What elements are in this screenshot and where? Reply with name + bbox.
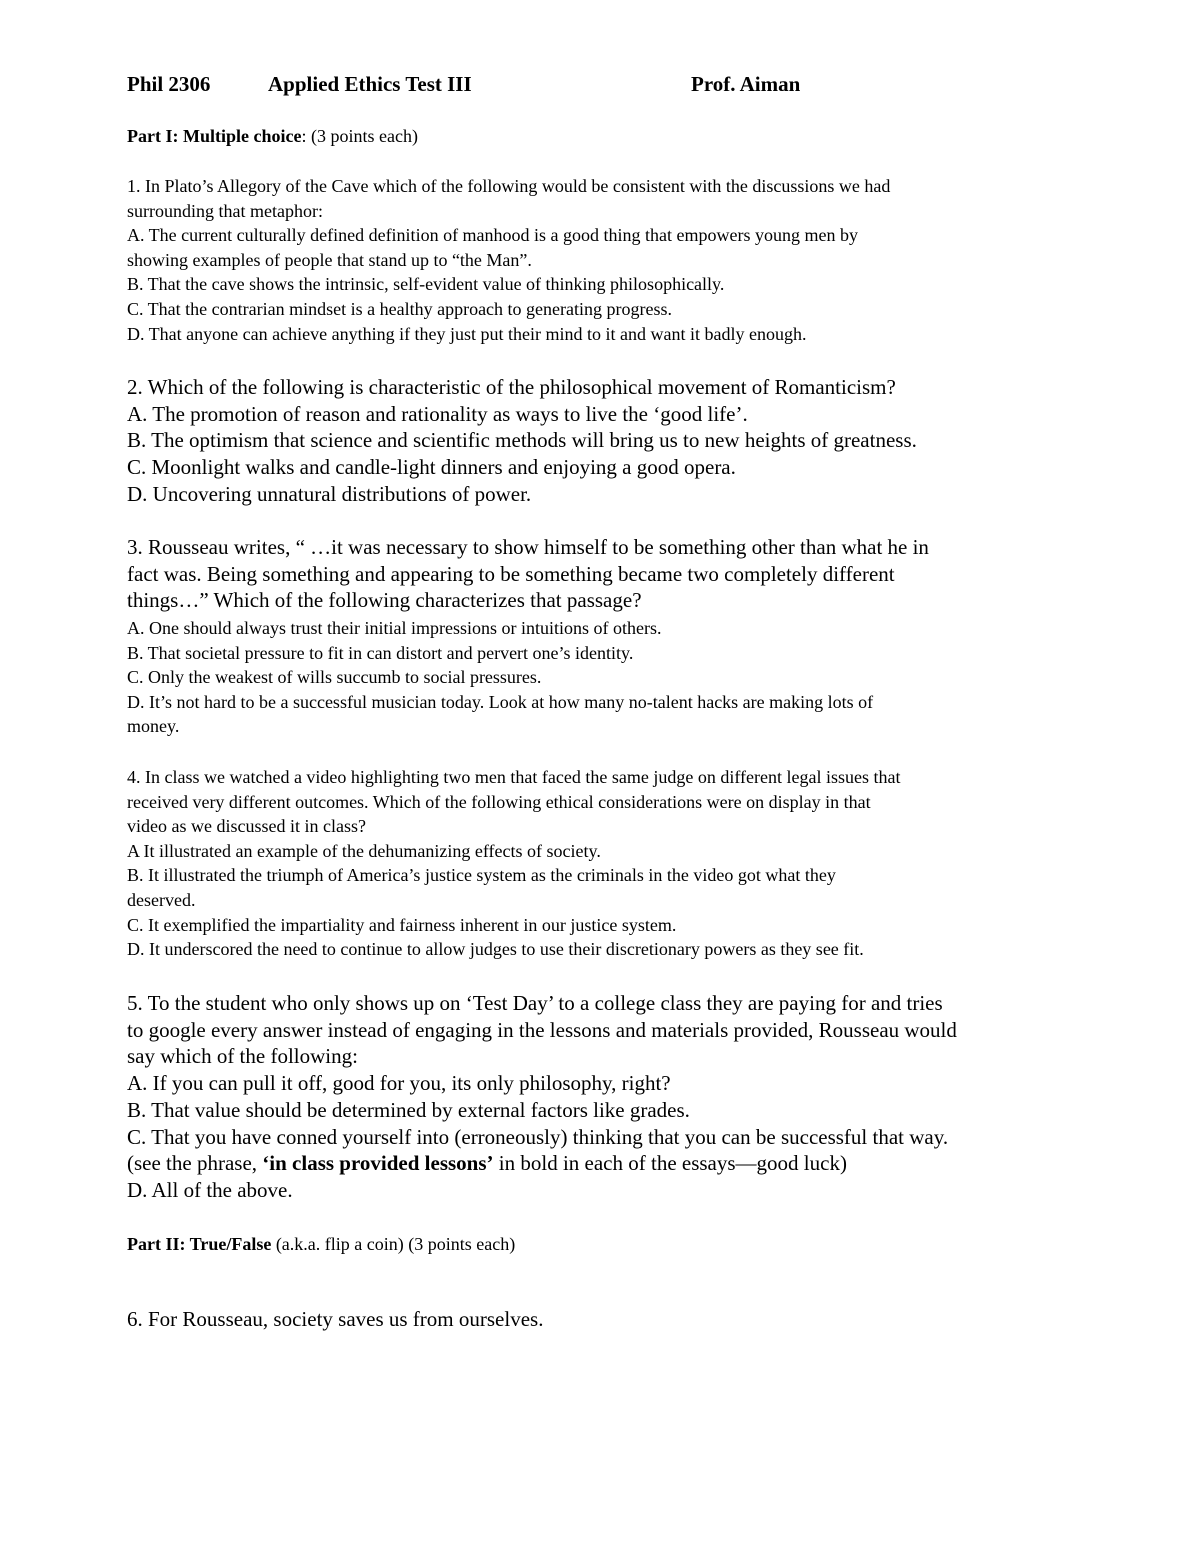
- q5-note-pre: (see the phrase,: [127, 1151, 263, 1176]
- q3-option-b: B. That societal pressure to fit in can distort and pervert one’s identity.: [127, 642, 634, 663]
- part2-heading: [127, 1232, 1067, 1257]
- q1-option-d: D. That anyone can achieve anything if they just put their mind to it and want it badly enough.: [127, 323, 807, 344]
- q5-note-post: in bold in each of the essays—good luck): [493, 1151, 847, 1176]
- q3-option-a: A. One should always trust their initial impressions or intuitions of others.: [127, 618, 662, 638]
- q5-stem-line: to google every answer instead of engaging in the lessons and materials provided, Rousseau would: [127, 1017, 957, 1042]
- q3-stem-line: 3. Rousseau writes, “ …it was necessary to show himself to be something other than what he in: [127, 535, 929, 559]
- q5-stem-line: 5. To the student who only shows up on ‘Test Day’ to a college class they are paying for and tries: [127, 991, 943, 1015]
- q2-option-b: B. The optimism that science and scientific methods will bring us to new heights of greatness.: [127, 428, 917, 453]
- q6-statement: 6. For Rousseau, society saves us from ourselves.: [127, 1307, 544, 1331]
- professor-name: Prof. Aiman: [691, 72, 801, 96]
- part1-points: : (3 points each): [301, 126, 418, 146]
- part1-heading: [127, 124, 1067, 149]
- q4-option-b-cont: deserved.: [127, 889, 196, 910]
- part1-label: Part I: Multiple choice: [127, 126, 302, 146]
- q3-option-c: C. Only the weakest of wills succumb to social pressures.: [127, 667, 542, 688]
- question-5: [127, 990, 1067, 1204]
- q5-option-a: A. If you can pull it off, good for you, its only philosophy, right?: [127, 1071, 671, 1096]
- q5-stem-line: say which of the following:: [127, 1044, 358, 1069]
- q2-option-c: C. Moonlight walks and candle-light dinners and enjoying a good opera.: [127, 455, 736, 480]
- q4-option-a: A It illustrated an example of the dehumanizing effects of society.: [127, 840, 601, 861]
- course-code: Phil 2306: [127, 72, 211, 96]
- q5-note-bold: ‘in class provided lessons’: [262, 1151, 494, 1176]
- q3-stem-line: things…” Which of the following characterizes that passage?: [127, 588, 642, 613]
- q3-stem-line: fact was. Being something and appearing to be something became two completely different: [127, 561, 895, 586]
- q1-option-a-cont: showing examples of people that stand up to “the Man”.: [127, 249, 532, 270]
- q1-option-a: A. The current culturally defined definition of manhood is a good thing that empowers young men by: [127, 225, 859, 246]
- part2-points: (a.k.a. flip a coin) (3 points each): [271, 1234, 516, 1254]
- q4-option-b: B. It illustrated the triumph of America’s justice system as the criminals in the video got what they: [127, 865, 836, 886]
- part2-label: Part II: True/False: [127, 1234, 272, 1254]
- exam-header: [127, 72, 1067, 102]
- exam-title: Applied Ethics Test III: [268, 72, 472, 96]
- q3-option-d-cont: money.: [127, 716, 180, 737]
- question-1: [127, 174, 1067, 346]
- question-4: [127, 765, 1067, 962]
- q5-note: [127, 1150, 1067, 1177]
- question-6: [127, 1306, 1067, 1333]
- q1-stem-line: surrounding that metaphor:: [127, 200, 323, 221]
- q4-stem-line: video as we discussed it in class?: [127, 816, 366, 837]
- q1-option-b: B. That the cave shows the intrinsic, self-evident value of thinking philosophically.: [127, 274, 725, 295]
- q4-stem-line: received very different outcomes. Which of the following ethical considerations were on display in that: [127, 791, 871, 812]
- q4-option-d: D. It underscored the need to continue to allow judges to use their discretionary powers as they see fit.: [127, 939, 864, 960]
- question-3-options: [127, 616, 1067, 739]
- q2-option-d: D. Uncovering unnatural distributions of power.: [127, 481, 532, 506]
- q5-option-b: B. That value should be determined by external factors like grades.: [127, 1097, 690, 1122]
- q5-option-c: C. That you have conned yourself into (erroneously) thinking that you can be successful that way.: [127, 1124, 949, 1149]
- q2-stem-line: 2. Which of the following is characteristic of the philosophical movement of Romanticism?: [127, 375, 896, 399]
- q3-option-d: D. It’s not hard to be a successful musician today. Look at how many no-talent hacks are making lots of: [127, 691, 874, 712]
- q1-stem-line: 1. In Plato’s Allegory of the Cave which of the following would be consistent with the discussions we had: [127, 176, 891, 196]
- q4-stem-line: 4. In class we watched a video highlighting two men that faced the same judge on different legal issues that: [127, 767, 901, 787]
- q2-option-a: A. The promotion of reason and rationality as ways to live the ‘good life’.: [127, 401, 748, 426]
- q1-option-c: C. That the contrarian mindset is a healthy approach to generating progress.: [127, 298, 673, 319]
- question-3-stem: [127, 534, 1067, 614]
- q4-option-c: C. It exemplified the impartiality and fairness inherent in our justice system.: [127, 914, 677, 935]
- question-2: [127, 374, 1067, 508]
- q5-option-d: D. All of the above.: [127, 1177, 293, 1202]
